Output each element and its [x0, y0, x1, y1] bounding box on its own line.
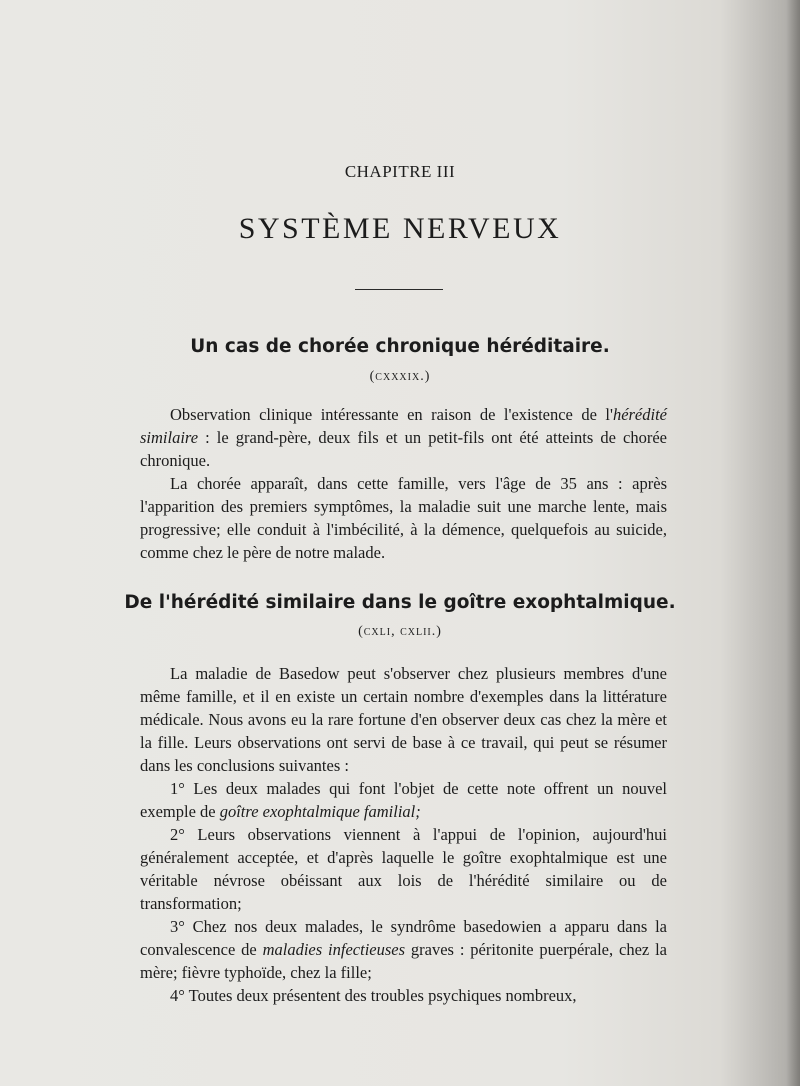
conclusion-item-4: 4° Toutes deux présentent des troubles psychiques nombreux, — [170, 986, 577, 1005]
conclusion-item-3 — [140, 915, 667, 984]
section-1-paragraph-2: La chorée apparaît, dans cette famille, vers l'âge de 35 ans : après l'apparition des premiers symptômes, la maladie suit une marche lente, mais progressive; elle conduit à l'imbécilité, à la démence, quelquefois au suicide, comme chez le père de notre malade. — [140, 474, 667, 562]
item-3-text-b: graves : péritonite puerpérale, chez la mère; fièvre typhoïde, chez la fille; — [140, 940, 668, 982]
section-1-body — [140, 403, 667, 564]
p1-emphasis: hérédité similaire — [140, 405, 667, 447]
section-1-heading: Un cas de chorée chronique héréditaire. — [190, 336, 610, 357]
section-2-intro: La maladie de Basedow peut s'observer chez plusieurs membres d'une même famille, et il en existe un certain nombre d'exemples dans la littérature médicale. Nous avons eu la rare fortune d'en observer deux cas chez la mère et la fille. Leurs observations ont servi de base à ce travail, qui peut se résumer dans les conclusions suivantes : — [140, 664, 667, 775]
item-1-text: 1° Les deux malades qui font l'objet de cette note offrent un nouvel exemple de — [140, 779, 667, 821]
section-1-ref-text: (cxxxix.) — [369, 369, 431, 384]
item-3-text-a: 3° Chez nos deux malades, le syndrôme basedowien a apparu dans la convalescence de — [140, 917, 667, 959]
item-1-emphasis: goître exophtalmique familial; — [219, 802, 421, 821]
conclusion-item-1 — [140, 777, 667, 823]
p1-text-a: Observation clinique intéressante en raison de l'existence de l' — [170, 405, 613, 424]
section-2-ref-text: (cxli, cxlii.) — [358, 624, 442, 639]
p1-text-b: : le grand-père, deux fils et un petit-fils ont été atteints de chorée chronique. — [140, 428, 667, 470]
section-2-body — [140, 662, 667, 1007]
conclusion-item-2: 2° Leurs observations viennent à l'appui de l'opinion, aujourd'hui généralement acceptée, et d'après laquelle le goître exophtalmique est une véritable névrose obéissant aux lois de l'hérédité similaire ou de transformation; — [140, 825, 667, 913]
chapter-title: SYSTÈME NERVEUX — [238, 212, 562, 245]
chapter-label: CHAPITRE III — [344, 162, 456, 181]
title-rule — [355, 289, 443, 290]
section-1-ref — [0, 369, 800, 385]
section-1-paragraph-1 — [140, 403, 667, 472]
section-2-heading: De l'hérédité similaire dans le goître exophtalmique. — [124, 592, 676, 613]
item-3-emphasis: maladies infectieuses — [262, 940, 406, 959]
section-2-ref — [0, 624, 800, 640]
